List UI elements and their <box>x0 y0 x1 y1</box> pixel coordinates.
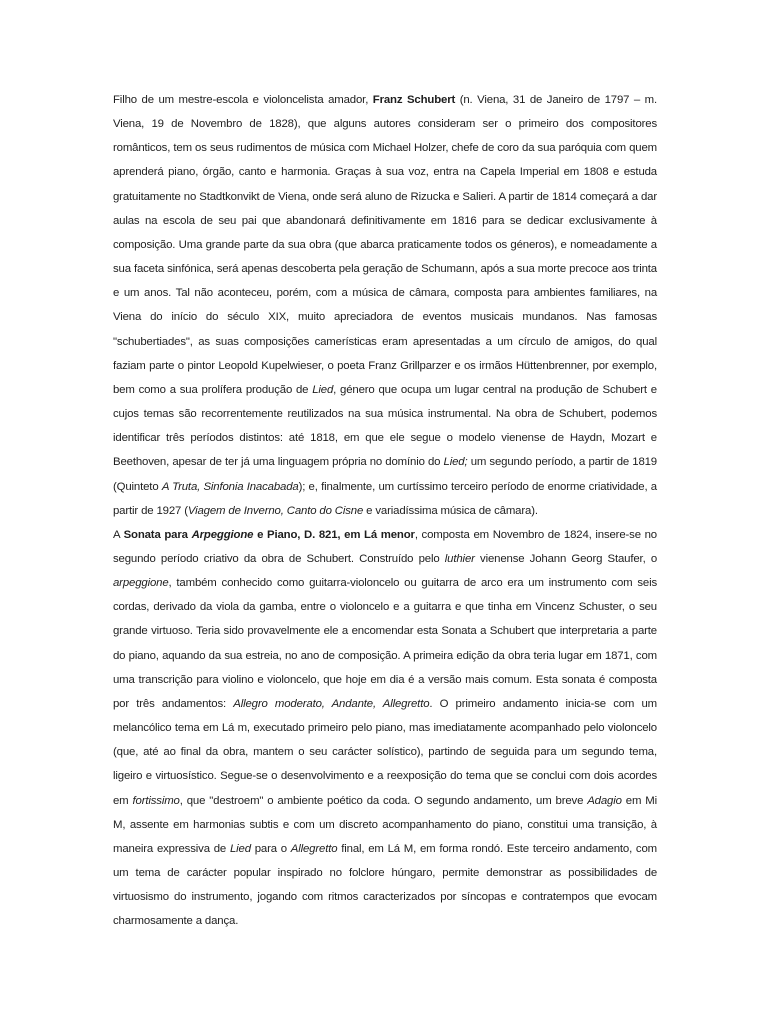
text-run: Franz Schubert <box>372 94 456 106</box>
text-run: , que "destroem" o ambiente poético da coda. O segundo andamento, um breve <box>179 794 588 807</box>
text-run: Lied <box>229 842 251 855</box>
text-run: Allegretto <box>290 842 338 855</box>
biography-paragraph <box>113 88 657 523</box>
text-run: em Mi M, assente em harmonias subtis e com um discreto acompanhamento do piano, constitui uma transição, à maneira expressiva de <box>113 794 657 855</box>
text-run: luthier <box>444 552 475 565</box>
text-run: . O primeiro andamento inicia-se com um melancólico tema em Lá m, executado primeiro pelo piano, mas imediatamente acompanhado pelo violoncelo (que, até ao final da obra, mantem o seu carácter solístico), partindo de seguida para um segundo tema, ligeiro e virtuosístico. Segue-se o desenvolvimento e a reexposição do tema que se conclui com dois acordes em <box>113 697 657 807</box>
text-run: vienense Johann Georg Staufer, o <box>474 552 658 565</box>
text-run: , também conhecido como guitarra-violoncelo ou guitarra de arco era um instrumento com seis cordas, derivado da viola da gamba, entre o violoncelo e a guitarra e que tinha em Vincenz Schuster, o seu grande virtuoso. Teria sido provavelmente ele a encomendar esta Sonata a Schubert que interpretaria a parte do piano, aquando da sua estreia, no ano de composição. A primeira edição da obra teria lugar em 1871, com uma transcrição para violino e violoncelo, que hoje em dia é a versão mais comum. Esta sonata é composta por três andamentos: <box>113 577 657 710</box>
text-run: e variadíssima música de câmara). <box>363 504 538 517</box>
text-run: Lied; <box>443 456 468 469</box>
text-run: (n. Viena, 31 de Janeiro de 1797 – m. Viena, 19 de Novembro de 1828), que alguns autores consideram ser o primeiro dos compositores românticos, tem os seus rudimentos de música com Michael Holzer, chefe de coro da sua paróquia com quem aprenderá piano, órgão, canto e harmonia. Graças à sua voz, entra na Capela Imperial em 1808 e estuda gratuitamente no Stadtkonvikt de Viena, onde será aluno de Rizucka e Salieri. A partir de 1814 começará a dar aulas na escola de seu pai que abandonará definitivamente em 1816 para se dedicar exclusivamente à composição. Uma grande parte da sua obra (que abarca praticamente todos os géneros), e nomeadamente a sua faceta sinfónica, será apenas descoberta pela geração de Schumann, após a sua morte precoce aos trinta e um anos. Tal não aconteceu, porém, com a música de câmara, composta para ambientes familiares, na Viena do início do século XIX, muito apreciadora de eventos musicais mundanos. Nas famosas "schubertiades", as suas composições camerísticas eram apresentadas a um círculo de amigos, do qual faziam parte o pintor Leopold Kupelwieser, o poeta Franz Grillparzer e os irmãos Hüttenbrenner, por exemplo, bem como a sua prolífera produção de <box>113 94 657 396</box>
text-run: um segundo período, a partir de 1819 (Quinteto <box>113 456 657 493</box>
text-run: Adagio <box>587 794 622 807</box>
text-run: Sonata para <box>123 528 192 541</box>
text-run: , composta em Novembro de 1824, insere-se no segundo período criativo da obra de Schubert. Construído pelo <box>113 528 657 565</box>
text-run: Lied <box>312 383 334 396</box>
text-run: e Piano, D. 821, em Lá menor <box>253 528 415 541</box>
text-run: ); e, finalmente, um curtíssimo terceiro período de enorme criatividade, a partir de 1927 ( <box>113 480 657 517</box>
text-run: A <box>113 528 124 541</box>
text-run: Allegro moderato, Andante, Allegretto <box>233 697 430 710</box>
text-run: Arpeggione <box>191 528 254 541</box>
text-run: , género que ocupa um lugar central na produção de Schubert e cujos temas são recorrentemente reutilizados na sua música instrumental. Na obra de Schubert, podemos identificar três períodos distintos: até 1818, em que ele segue o modelo vienense de Haydn, Mozart e Beethoven, apesar de ter já uma linguagem própria no domínio do <box>113 383 657 469</box>
document-page <box>113 88 657 933</box>
text-run: Viagem de Inverno, Canto do Cisne <box>187 504 364 517</box>
text-run: Filho de um mestre-escola e violoncelista amador, <box>113 94 373 106</box>
text-run: final, em Lá M, em forma rondó. Este terceiro andamento, com um tema de carácter popular inspirado no folclore húngaro, permite demonstrar as possibilidades de virtuosismo do instrumento, jogando com ritmos caracterizados por síncopas e contratempos que evocam charmosamente a dança. <box>113 842 658 928</box>
text-run: arpeggione <box>113 577 169 590</box>
text-run: A Truta, Sinfonia Inacabada <box>161 480 299 493</box>
sonata-paragraph <box>113 523 657 934</box>
text-run: fortissimo <box>132 794 180 807</box>
text-run: para o <box>250 842 291 855</box>
